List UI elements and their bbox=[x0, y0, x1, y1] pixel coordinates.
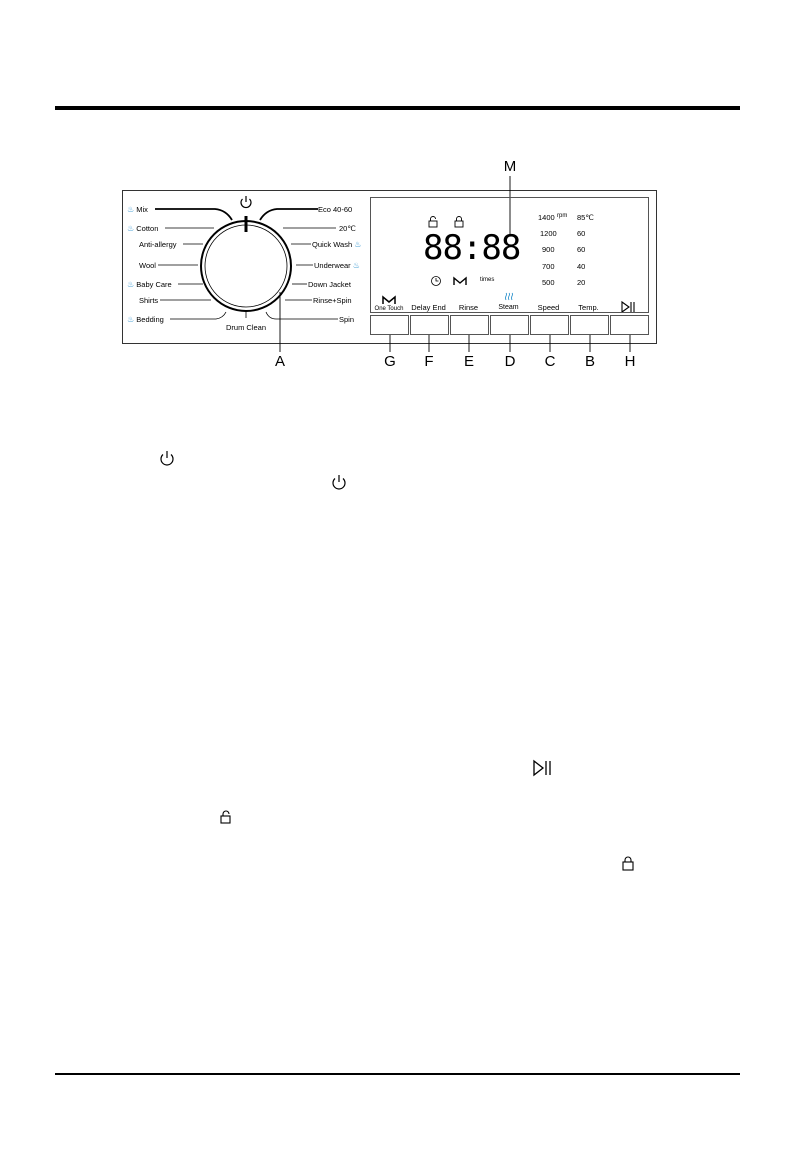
program-dial bbox=[201, 221, 291, 311]
program-anti-allergy: Anti-allergy bbox=[139, 240, 177, 249]
callout-a: A bbox=[274, 353, 285, 370]
speed-value-4: 700 bbox=[542, 262, 555, 271]
callout-g: G bbox=[384, 353, 396, 370]
steam-label: Steam bbox=[498, 304, 519, 311]
power-icon bbox=[241, 196, 251, 208]
speed-value-2: 1200 bbox=[540, 229, 557, 238]
speed-value-3: 900 bbox=[542, 245, 555, 254]
program-drum-clean: Drum Clean bbox=[226, 323, 267, 332]
callout-e: E bbox=[463, 353, 474, 370]
one-touch-button[interactable] bbox=[370, 315, 409, 335]
start-pause-button[interactable] bbox=[610, 315, 649, 335]
callout-h: H bbox=[624, 353, 636, 370]
speed-value-5: 500 bbox=[542, 278, 555, 287]
callout-b: B bbox=[584, 353, 595, 370]
bottom-rule bbox=[55, 1073, 740, 1075]
program-20c: 20℃ bbox=[339, 224, 356, 233]
play-pause-icon-inline bbox=[534, 761, 550, 775]
delay-end-label: Delay End bbox=[411, 303, 446, 312]
speed-label: Speed bbox=[537, 303, 560, 312]
program-spin: Spin bbox=[339, 315, 355, 324]
callout-c: C bbox=[544, 353, 556, 370]
rinse-button[interactable] bbox=[450, 315, 489, 335]
power-icon-inline-1 bbox=[161, 451, 173, 465]
callout-d: D bbox=[504, 353, 516, 370]
program-eco: Eco 40-60 bbox=[318, 205, 353, 214]
program-rinse-spin: Rinse+Spin bbox=[313, 296, 352, 305]
temp-button[interactable] bbox=[570, 315, 609, 335]
temp-value-4: 40 bbox=[577, 262, 586, 271]
power-icon-inline-2 bbox=[333, 475, 345, 489]
program-underwear: Underwear ♨ bbox=[314, 261, 360, 270]
temp-value-2: 60 bbox=[577, 229, 586, 238]
program-baby-care: ♨ Baby Care bbox=[127, 280, 172, 289]
program-down-jacket: Down Jacket bbox=[308, 280, 351, 289]
temp-value-1: 85℃ bbox=[577, 213, 594, 222]
rinse-label: Rinse bbox=[458, 303, 479, 312]
callout-f: F bbox=[424, 353, 434, 370]
speed-unit: rpm bbox=[557, 213, 568, 219]
delay-end-button[interactable] bbox=[410, 315, 449, 335]
temp-value-3: 60 bbox=[577, 245, 586, 254]
speed-value-1: 1400 bbox=[538, 213, 555, 222]
temp-value-5: 20 bbox=[577, 278, 586, 287]
steam-button[interactable] bbox=[490, 315, 529, 335]
speed-button[interactable] bbox=[530, 315, 569, 335]
program-wool: Wool bbox=[139, 261, 156, 270]
program-quick-wash: Quick Wash ♨ bbox=[312, 240, 362, 249]
program-shirts: Shirts bbox=[139, 296, 159, 305]
one-touch-label: One Touch bbox=[374, 306, 404, 312]
program-cotton: ♨ Cotton bbox=[127, 224, 159, 233]
program-mix: ♨ Mix bbox=[127, 205, 148, 214]
program-bedding: ♨ Bedding bbox=[127, 315, 164, 324]
time-digits: 88:88 bbox=[423, 228, 521, 268]
child-lock-icon-inline bbox=[221, 811, 230, 823]
door-lock-icon-inline bbox=[623, 857, 633, 870]
temp-label: Temp. bbox=[578, 303, 599, 312]
times-unit: times bbox=[480, 277, 495, 283]
callout-m: M bbox=[503, 158, 517, 175]
